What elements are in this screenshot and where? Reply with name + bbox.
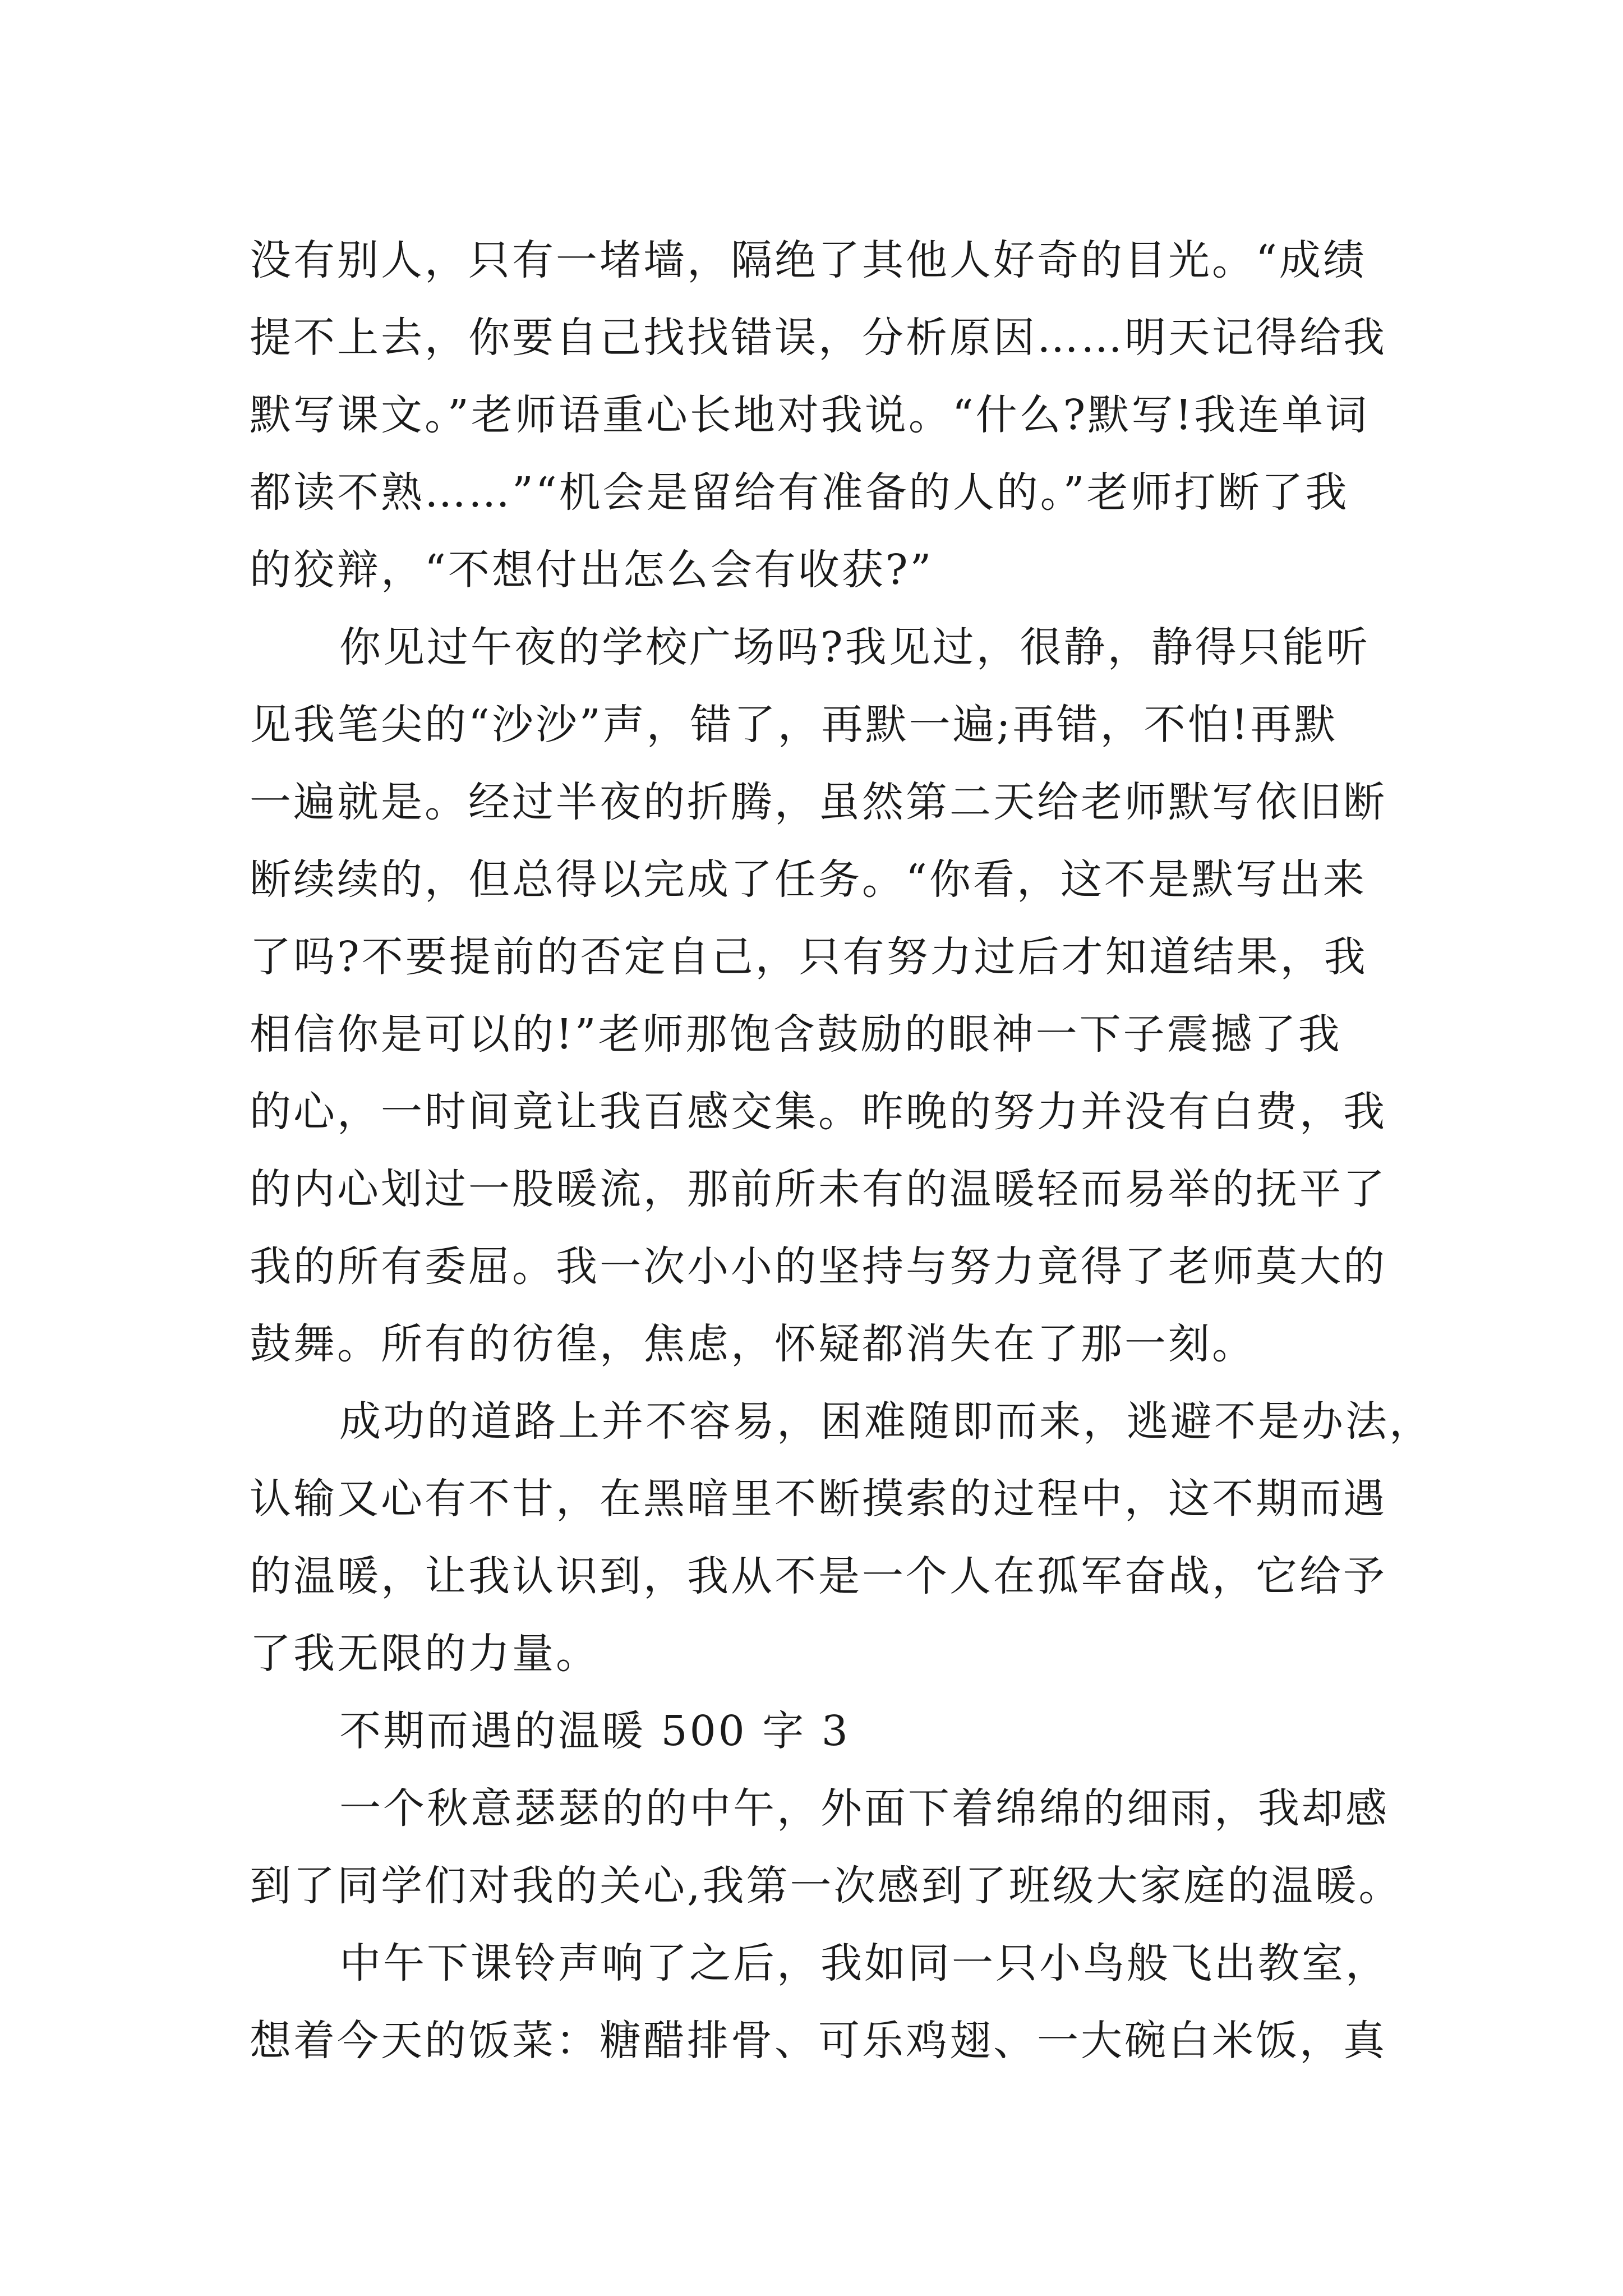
text-line: 了我无限的力量。 (250, 1630, 600, 1678)
text-line: 了吗?不要提前的否定自己，只有努力过后才知道结果，我 (250, 933, 1368, 981)
paragraph-3 (250, 1383, 1433, 1692)
text-line: 的内心划过一股暖流，那前所未有的温暖轻而易举的抚平了 (250, 1165, 1387, 1213)
text-line: 到了同学们对我的关心,我第一次感到了班级大家庭的温暖。 (250, 1862, 1403, 1910)
text-line: 的温暖，让我认识到，我从不是一个人在孤军奋战，它给予 (250, 1552, 1387, 1600)
text-line: 成功的道路上并不容易，困难随即而来，逃避不是办法， (339, 1397, 1433, 1446)
text-line: 一个秋意瑟瑟的的中午，外面下着绵绵的细雨，我却感 (339, 1784, 1389, 1833)
text-line: 想着今天的饭菜：糖醋排骨、可乐鸡翅、一大碗白米饭，真 (250, 2017, 1387, 2065)
text-line: 的狡辩，“不想付出怎么会有收获?” (250, 546, 934, 594)
text-line: 的心，一时间竟让我百感交集。昨晚的努力并没有白费，我 (250, 1088, 1387, 1136)
text-line: 提不上去，你要自己找找错误，分析原因……明天记得给我 (250, 314, 1387, 362)
text-line: 默写课文。”老师语重心长地对我说。“什么?默写!我连单词 (250, 391, 1370, 439)
text-line: 你见过午夜的学校广场吗?我见过，很静，静得只能听 (339, 623, 1370, 671)
section-heading (250, 1692, 1380, 1770)
paragraph-6 (250, 1925, 1389, 2079)
text-line: 中午下课铃声响了之后，我如同一只小鸟般飞出教室， (339, 1939, 1389, 1987)
text-line: 都读不熟……”“机会是留给有准备的人的。”老师打断了我 (250, 468, 1349, 517)
paragraph-1 (250, 222, 1387, 609)
text-line: 一遍就是。经过半夜的折腾，虽然第二天给老师默写依旧断 (250, 778, 1387, 826)
text-line: 我的所有委屈。我一次小小的坚持与努力竟得了老师莫大的 (250, 1243, 1387, 1291)
section-title: 不期而遇的温暖 500 字 3 (339, 1707, 850, 1755)
paragraph-2 (250, 609, 1387, 1383)
text-line: 没有别人，只有一堵墙，隔绝了其他人好奇的目光。“成绩 (250, 236, 1367, 284)
document-body (250, 222, 1433, 2079)
text-line: 鼓舞。所有的彷徨，焦虑，怀疑都消失在了那一刻。 (250, 1320, 1256, 1368)
text-line: 断续续的，但总得以完成了任务。“你看，这不是默写出来 (250, 855, 1367, 904)
paragraph-5 (250, 1770, 1403, 1925)
text-line: 见我笔尖的“沙沙”声，错了，再默一遍;再错，不怕!再默 (250, 701, 1338, 749)
text-line: 相信你是可以的!”老师那饱含鼓励的眼神一下子震撼了我 (250, 1010, 1342, 1059)
text-line: 认输又心有不甘，在黑暗里不断摸索的过程中，这不期而遇 (250, 1475, 1387, 1523)
